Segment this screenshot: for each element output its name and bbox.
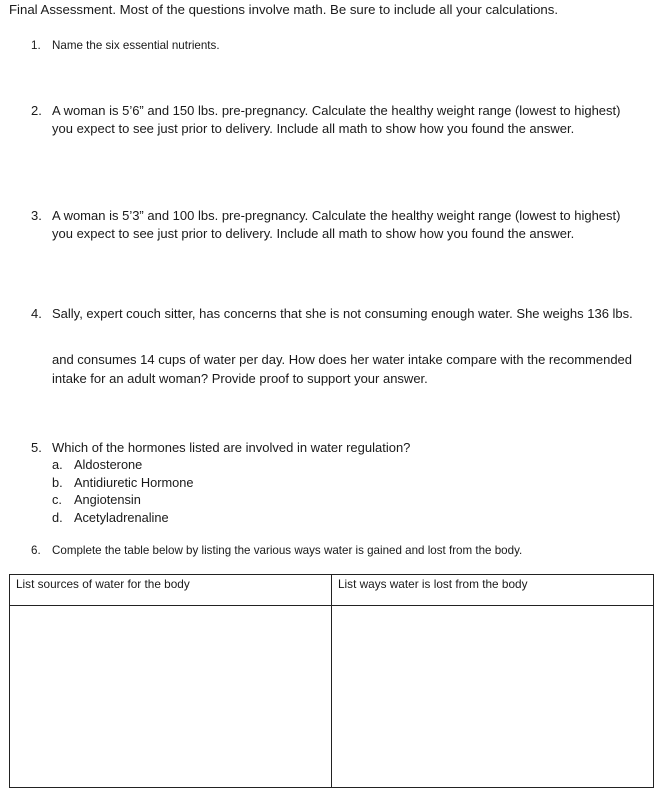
question-number: 3.	[31, 208, 42, 223]
option-text: Antidiuretic Hormone	[74, 475, 194, 490]
question-text-line: A woman is 5’6” and 150 lbs. pre-pregnancy. Calculate the healthy weight range (lowest to highest)	[52, 103, 621, 118]
option-text: Angiotensin	[74, 492, 141, 507]
question-text: Complete the table below by listing the various ways water is gained and lost from the body.	[52, 544, 523, 557]
question-text-line: A woman is 5’3” and 100 lbs. pre-pregnancy. Calculate the healthy weight range (lowest to highest)	[52, 208, 621, 223]
question-text: Name the six essential nutrients.	[52, 39, 220, 52]
losses-answer-cell[interactable]	[332, 606, 654, 788]
question-number: 4.	[31, 306, 42, 321]
water-balance-table	[9, 574, 654, 788]
question-number: 1.	[31, 39, 41, 52]
sources-answer-cell[interactable]	[10, 606, 332, 788]
option-letter: b.	[52, 475, 63, 490]
question-text-line: Sally, expert couch sitter, has concerns that she is not consuming enough water. She weighs 136 lbs.	[52, 306, 633, 321]
option-letter: c.	[52, 492, 62, 507]
option-text: Aldosterone	[74, 457, 143, 472]
question-text-line: and consumes 14 cups of water per day. How does her water intake compare with the recommended	[52, 352, 633, 367]
question-text-line: you expect to see just prior to delivery. Include all math to show how you found the answer.	[52, 226, 575, 241]
document-title: Final Assessment. Most of the questions involve math. Be sure to include all your calculations.	[9, 2, 559, 17]
question-text: Which of the hormones listed are involved in water regulation?	[52, 440, 411, 455]
table-header-sources: List sources of water for the body	[10, 575, 332, 606]
option-letter: d.	[52, 510, 63, 525]
question-text-line: you expect to see just prior to delivery. Include all math to show how you found the answer.	[52, 121, 575, 136]
table-header-losses: List ways water is lost from the body	[332, 575, 654, 606]
question-number: 2.	[31, 103, 42, 118]
question-text-line: intake for an adult woman? Provide proof to support your answer.	[52, 371, 428, 386]
option-text: Acetyladrenaline	[74, 510, 169, 525]
option-letter: a.	[52, 457, 63, 472]
question-number: 5.	[31, 440, 42, 455]
question-number: 6.	[31, 544, 41, 557]
